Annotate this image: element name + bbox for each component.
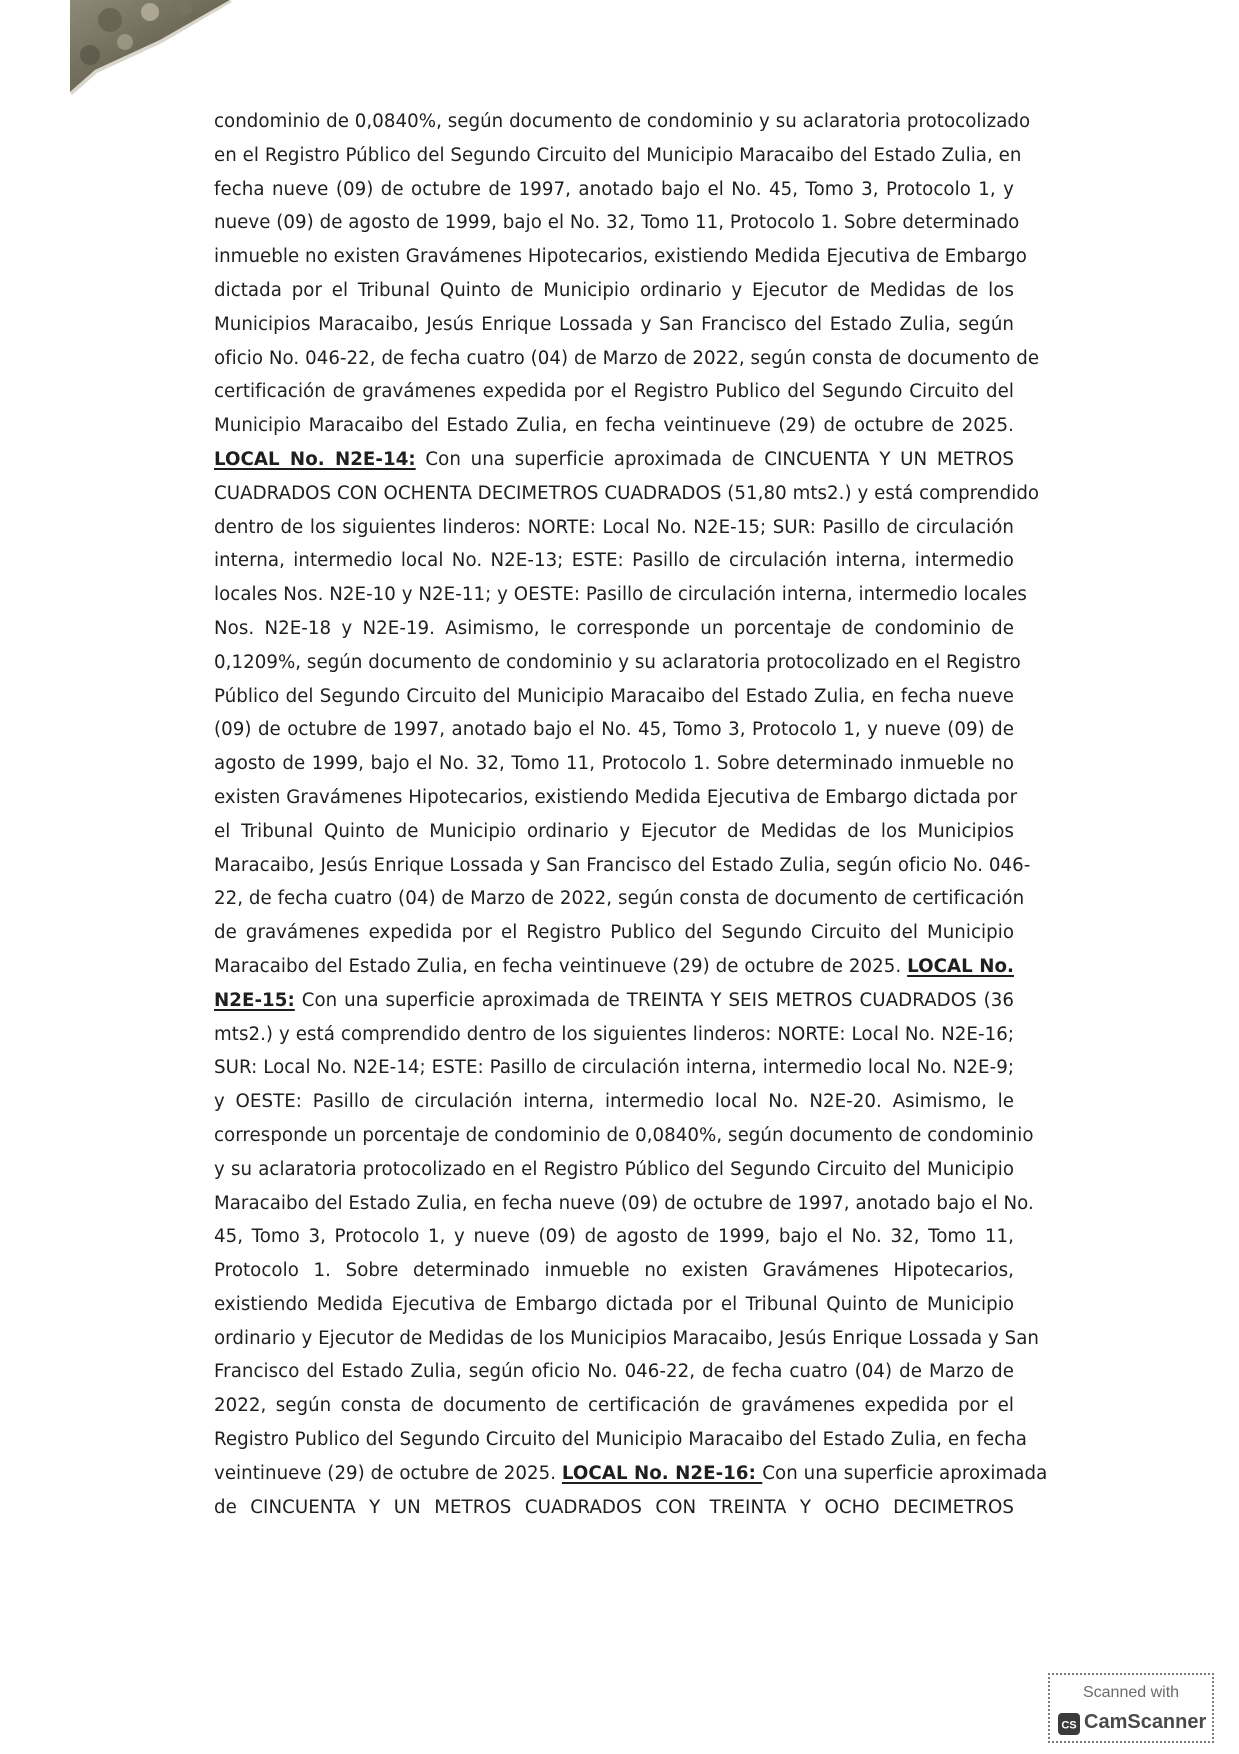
- text-line: [214, 1220, 1014, 1254]
- camscanner-logo-icon: [1058, 1713, 1080, 1735]
- text-line: [214, 578, 1027, 612]
- text-line: [214, 984, 1014, 1018]
- text-line: [214, 916, 1014, 950]
- text-segment: de gravámenes expedida por el Registro Publico del Segundo Circuito del Municipio: [214, 922, 1014, 944]
- text-line: [214, 308, 1014, 342]
- text-line: [214, 274, 1014, 308]
- text-line: [214, 443, 1014, 477]
- text-segment: certificación de gravámenes expedida por el Registro Publico del Segundo Circuito del: [214, 381, 1014, 403]
- text-line: [214, 342, 1040, 376]
- text-segment: Nos. N2E-18 y N2E-19. Asimismo, le corresponde un porcentaje de condominio de: [214, 617, 1014, 639]
- text-line: [214, 206, 1020, 240]
- text-segment: fecha nueve (09) de octubre de 1997, anotado bajo el No. 45, Tomo 3, Protocolo 1, y: [214, 178, 1014, 200]
- text-line: [214, 1491, 1014, 1525]
- text-line: [214, 1119, 1034, 1153]
- text-segment: en el Registro Público del Segundo Circuito del Municipio Maracaibo del Estado Zulia, en: [214, 144, 1022, 166]
- text-line: [214, 646, 1021, 680]
- text-line: [214, 409, 1014, 443]
- text-line: [214, 1187, 1034, 1221]
- watermark-brand: CamScanner: [1084, 1711, 1207, 1733]
- text-line: [214, 1288, 1014, 1322]
- local-heading: LOCAL No. N2E-16:: [561, 1462, 763, 1484]
- text-line: [214, 1457, 1048, 1491]
- text-line: [214, 849, 1031, 883]
- document-body: [214, 105, 1048, 1524]
- text-line: [214, 1254, 1014, 1288]
- text-segment: interna, intermedio local No. N2E-13; ESTE: Pasillo de circulación interna, intermedio: [214, 550, 1014, 572]
- text-line: [214, 105, 1031, 139]
- torn-photo-corner: [0, 0, 240, 100]
- text-line: [214, 173, 1014, 207]
- text-segment: Maracaibo del Estado Zulia, en fecha veintinueve (29) de octubre de 2025.: [214, 955, 908, 977]
- text-segment: Público del Segundo Circuito del Municipio Maracaibo del Estado Zulia, en fecha nueve: [214, 685, 1014, 707]
- text-segment: Con una superficie aproximada de TREINTA Y SEIS METROS CUADRADOS (36: [294, 989, 1014, 1011]
- text-segment: CUADRADOS CON OCHENTA DECIMETROS CUADRADOS (51,80 mts2.) y está comprendido: [214, 482, 1040, 504]
- logo-text: CS: [1061, 1719, 1077, 1732]
- text-segment: 45, Tomo 3, Protocolo 1, y nueve (09) de agosto de 1999, bajo el No. 32, Tomo 11,: [214, 1226, 1014, 1248]
- text-segment: Maracaibo, Jesús Enrique Lossada y San Francisco del Estado Zulia, según oficio No. 046-: [214, 854, 1031, 876]
- text-segment: (09) de octubre de 1997, anotado bajo el No. 45, Tomo 3, Protocolo 1, y nueve (09) de: [214, 719, 1014, 741]
- text-segment: agosto de 1999, bajo el No. 32, Tomo 11, Protocolo 1. Sobre determinado inmueble no: [214, 753, 1014, 775]
- text-segment: existiendo Medida Ejecutiva de Embargo dictada por el Tribunal Quinto de Municipio: [214, 1293, 1014, 1315]
- text-segment: Maracaibo del Estado Zulia, en fecha nueve (09) de octubre de 1997, anotado bajo el No.: [214, 1192, 1034, 1214]
- text-line: [214, 1322, 1040, 1356]
- text-line: [214, 1051, 1014, 1085]
- text-segment: y su aclaratoria protocolizado en el Registro Público del Segundo Circuito del Municipio: [214, 1158, 1014, 1180]
- text-segment: 2022, según consta de documento de certificación de gravámenes expedida por el: [214, 1395, 1014, 1417]
- text-line: [214, 882, 1025, 916]
- text-segment: dictada por el Tribunal Quinto de Municipio ordinario y Ejecutor de Medidas de los: [214, 279, 1014, 301]
- text-line: [214, 950, 1014, 984]
- text-segment: SUR: Local No. N2E-14; ESTE: Pasillo de circulación interna, intermedio local No. N2E-9;: [214, 1057, 1014, 1079]
- local-heading: LOCAL No.: [907, 955, 1014, 977]
- text-line: [214, 1423, 1028, 1457]
- text-line: [214, 747, 1014, 781]
- text-line: [214, 1018, 1014, 1052]
- text-segment: Con una superficie aproximada de CINCUENTA Y UN METROS: [415, 448, 1014, 470]
- watermark-scanned-with: Scanned with: [1082, 1684, 1180, 1701]
- text-segment: de CINCUENTA Y UN METROS CUADRADOS CON TREINTA Y OCHO DECIMETROS: [214, 1496, 1014, 1518]
- text-segment: Municipios Maracaibo, Jesús Enrique Lossada y San Francisco del Estado Zulia, según: [214, 313, 1014, 335]
- text-line: [214, 815, 1014, 849]
- text-segment: el Tribunal Quinto de Municipio ordinario y Ejecutor de Medidas de los Municipios: [214, 820, 1014, 842]
- text-segment: Francisco del Estado Zulia, según oficio No. 046-22, de fecha cuatro (04) de Marzo de: [214, 1361, 1014, 1383]
- text-line: [214, 240, 1027, 274]
- text-segment: condominio de 0,0840%, según documento de condominio y su aclaratoria protocolizado: [214, 111, 1031, 132]
- text-segment: Protocolo 1. Sobre determinado inmueble no existen Gravámenes Hipotecarios,: [214, 1260, 1014, 1282]
- text-segment: Municipio Maracaibo del Estado Zulia, en fecha veintinueve (29) de octubre de 2025.: [214, 415, 1014, 437]
- text-segment: nueve (09) de agosto de 1999, bajo el No. 32, Tomo 11, Protocolo 1. Sobre determinado: [214, 212, 1020, 234]
- text-segment: ordinario y Ejecutor de Medidas de los Municipios Maracaibo, Jesús Enrique Lossada y San: [214, 1327, 1040, 1349]
- local-heading: LOCAL No. N2E-14:: [214, 448, 416, 470]
- text-line: [214, 511, 1014, 545]
- text-segment: locales Nos. N2E-10 y N2E-11; y OESTE: Pasillo de circulación interna, intermedio locales: [214, 584, 1027, 606]
- text-segment: oficio No. 046-22, de fecha cuatro (04) de Marzo de 2022, según consta de documento de: [214, 347, 1040, 369]
- local-heading: N2E-15:: [214, 989, 295, 1011]
- text-line: [214, 680, 1014, 714]
- text-line: [214, 375, 1014, 409]
- text-line: [214, 612, 1014, 646]
- text-segment: Con una superficie aproximada: [762, 1462, 1048, 1484]
- text-line: [214, 1153, 1014, 1187]
- text-segment: y OESTE: Pasillo de circulación interna, intermedio local No. N2E-20. Asimismo, le: [214, 1091, 1014, 1113]
- text-segment: existen Gravámenes Hipotecarios, existiendo Medida Ejecutiva de Embargo dictada por: [214, 786, 1018, 808]
- text-line: [214, 1085, 1014, 1119]
- text-line: [214, 713, 1014, 747]
- text-segment: dentro de los siguientes linderos: NORTE: Local No. N2E-15; SUR: Pasillo de circulación: [214, 516, 1014, 538]
- camscanner-watermark: [1048, 1673, 1214, 1743]
- text-segment: mts2.) y está comprendido dentro de los siguientes linderos: NORTE: Local No. N2E-16;: [214, 1023, 1014, 1045]
- text-segment: veintinueve (29) de octubre de 2025.: [214, 1462, 562, 1484]
- text-segment: Registro Publico del Segundo Circuito del Municipio Maracaibo del Estado Zulia, en fecha: [214, 1429, 1028, 1451]
- text-line: [214, 139, 1022, 173]
- text-segment: 22, de fecha cuatro (04) de Marzo de 2022, según consta de documento de certificación: [214, 888, 1025, 910]
- text-line: [214, 781, 1018, 815]
- text-segment: inmueble no existen Gravámenes Hipotecarios, existiendo Medida Ejecutiva de Embargo: [214, 246, 1027, 268]
- text-segment: corresponde un porcentaje de condominio de 0,0840%, según documento de condominio: [214, 1124, 1034, 1146]
- text-segment: 0,1209%, según documento de condominio y su aclaratoria protocolizado en el Registro: [214, 651, 1021, 673]
- text-line: [214, 1389, 1014, 1423]
- text-line: [214, 477, 1040, 511]
- text-line: [214, 544, 1014, 578]
- text-line: [214, 1355, 1014, 1389]
